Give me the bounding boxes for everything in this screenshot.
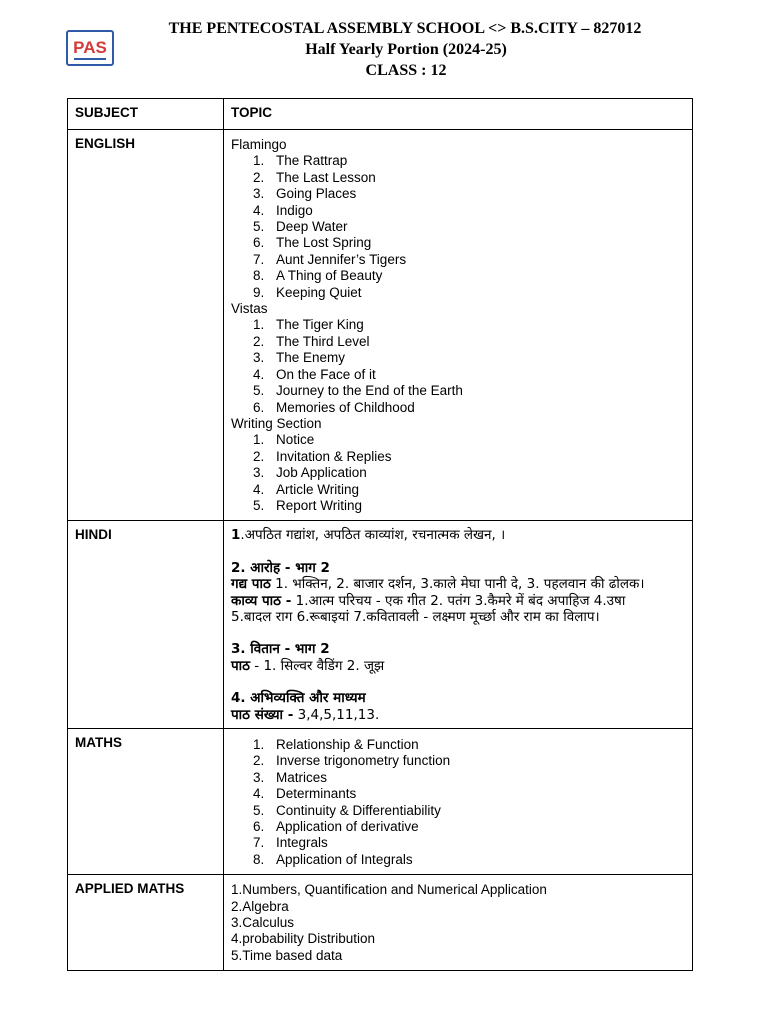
list-item: 3. Matrices — [253, 769, 328, 785]
list-item: 7. Integrals — [253, 835, 328, 851]
row-english — [68, 130, 693, 521]
english-topic-list — [231, 317, 685, 415]
table-header-row — [68, 99, 693, 130]
hindi-s1-num: 1 — [231, 527, 241, 544]
list-item: 7. Aunt Jennifer’s Tigers — [253, 251, 407, 267]
hindi-section-1 — [231, 527, 685, 543]
subject-english: ENGLISH — [68, 130, 224, 521]
row-hindi — [68, 521, 693, 729]
english-group-flamingo: Flamingo — [231, 137, 287, 152]
hindi-s3-label: पाठ — [231, 657, 251, 674]
list-item: 1. Notice — [253, 432, 315, 448]
hindi-s1-text: .अपठित गद्यांश, अपठित काव्यांश, रचनात्मक लेखन, । — [240, 527, 506, 544]
topics-applied-maths — [224, 875, 693, 971]
list-item: 4. Determinants — [253, 786, 357, 802]
list-item: 3. The Enemy — [253, 350, 346, 366]
hindi-s2-l1-label: गद्य पाठ — [231, 576, 271, 593]
column-header-topic: TOPIC — [224, 99, 693, 130]
logo-text: PAS — [73, 38, 107, 57]
column-header-subject: SUBJECT — [68, 99, 224, 130]
english-topic-list — [231, 432, 685, 514]
class-label: CLASS : 12 — [365, 62, 447, 79]
list-item: 6. The Lost Spring — [253, 235, 372, 251]
hindi-section-4 — [231, 690, 685, 723]
hindi-s4-head: 4. अभिव्यक्ति और माध्यम — [231, 690, 366, 707]
hindi-s2-l1-text: 1. भक्तिन, 2. बाजार दर्शन, 3.काले मेघा पानी दे, 3. पहलवान की ढोलक। — [270, 576, 645, 593]
list-item: 2.Algebra — [231, 898, 289, 914]
topics-hindi — [224, 521, 693, 729]
list-item: 6. Memories of Childhood — [253, 399, 415, 415]
list-item: 4. Article Writing — [253, 481, 360, 497]
list-item: 4. Indigo — [253, 202, 313, 218]
topics-maths — [224, 729, 693, 875]
list-item: 1. The Tiger King — [253, 317, 364, 333]
english-topic-list — [231, 153, 685, 301]
hindi-s2-l2-label: काव्य पाठ - — [231, 592, 292, 609]
portion-table — [67, 98, 693, 971]
hindi-s4-text: 3,4,5,11,13. — [293, 706, 380, 723]
list-item: 2. The Third Level — [253, 333, 370, 349]
list-item: 4.probability Distribution — [231, 931, 376, 947]
hindi-s2-l2-text: 1.आत्म परिचय - एक गीत 2. पतंग 3.कैमरे में बंद अपाहिज 4.उषा — [291, 592, 626, 609]
row-applied-maths — [68, 875, 693, 971]
list-item: 5. Journey to the End of the Earth — [253, 383, 463, 399]
maths-topic-list — [231, 737, 685, 868]
list-item: 3. Job Application — [253, 465, 367, 481]
hindi-section-2 — [231, 560, 685, 626]
english-group-writing-section: Writing Section — [231, 415, 322, 431]
hindi-s3-head: 3. वितान - भाग 2 — [231, 641, 330, 658]
subject-applied-maths: APPLIED MATHS — [68, 875, 224, 971]
subject-maths: MATHS — [68, 729, 224, 875]
hindi-s2-l3-text: 5.बादल राग 6.रूबाइयां 7.कवितावली - लक्ष्मण मूर्च्छा और राम का विलाप। — [231, 608, 600, 625]
list-item: 3. Going Places — [253, 186, 357, 202]
list-item: 8. A Thing of Beauty — [253, 268, 383, 284]
list-item: 9. Keeping Quiet — [253, 284, 362, 300]
list-item: 6. Application of derivative — [253, 819, 419, 835]
school-name: THE PENTECOSTAL ASSEMBLY SCHOOL <> B.S.CITY – 827012 — [168, 20, 642, 37]
list-item: 2. Invitation & Replies — [253, 448, 392, 464]
hindi-s3-text: - 1. सिल्वर वैडिंग 2. जूझ — [250, 657, 385, 674]
list-item: 1.Numbers, Quantification and Numerical Application — [231, 882, 547, 898]
list-item: 3.Calculus — [231, 915, 295, 931]
portion-title: Half Yearly Portion (2024-25) — [305, 41, 507, 58]
hindi-s4-label: पाठ संख्या - — [231, 706, 294, 723]
list-item: 1. Relationship & Function — [253, 737, 419, 752]
list-item: 5.Time based data — [231, 947, 343, 963]
subject-hindi: HINDI — [68, 521, 224, 729]
list-item: 5. Deep Water — [253, 219, 348, 235]
topics-english — [224, 130, 693, 521]
document-header — [0, 18, 768, 81]
list-item: 2. The Last Lesson — [253, 169, 376, 185]
english-group-vistas: Vistas — [231, 301, 268, 317]
list-item: 1. The Rattrap — [253, 153, 348, 169]
row-maths — [68, 729, 693, 875]
list-item: 5. Continuity & Differentiability — [253, 802, 441, 818]
hindi-section-3 — [231, 641, 685, 674]
hindi-s2-head: 2. आरोह - भाग 2 — [231, 559, 330, 576]
list-item: 8. Application of Integrals — [253, 851, 413, 867]
list-item: 5. Report Writing — [253, 497, 363, 513]
list-item: 4. On the Face of it — [253, 366, 376, 382]
list-item: 2. Inverse trigonometry function — [253, 753, 451, 769]
